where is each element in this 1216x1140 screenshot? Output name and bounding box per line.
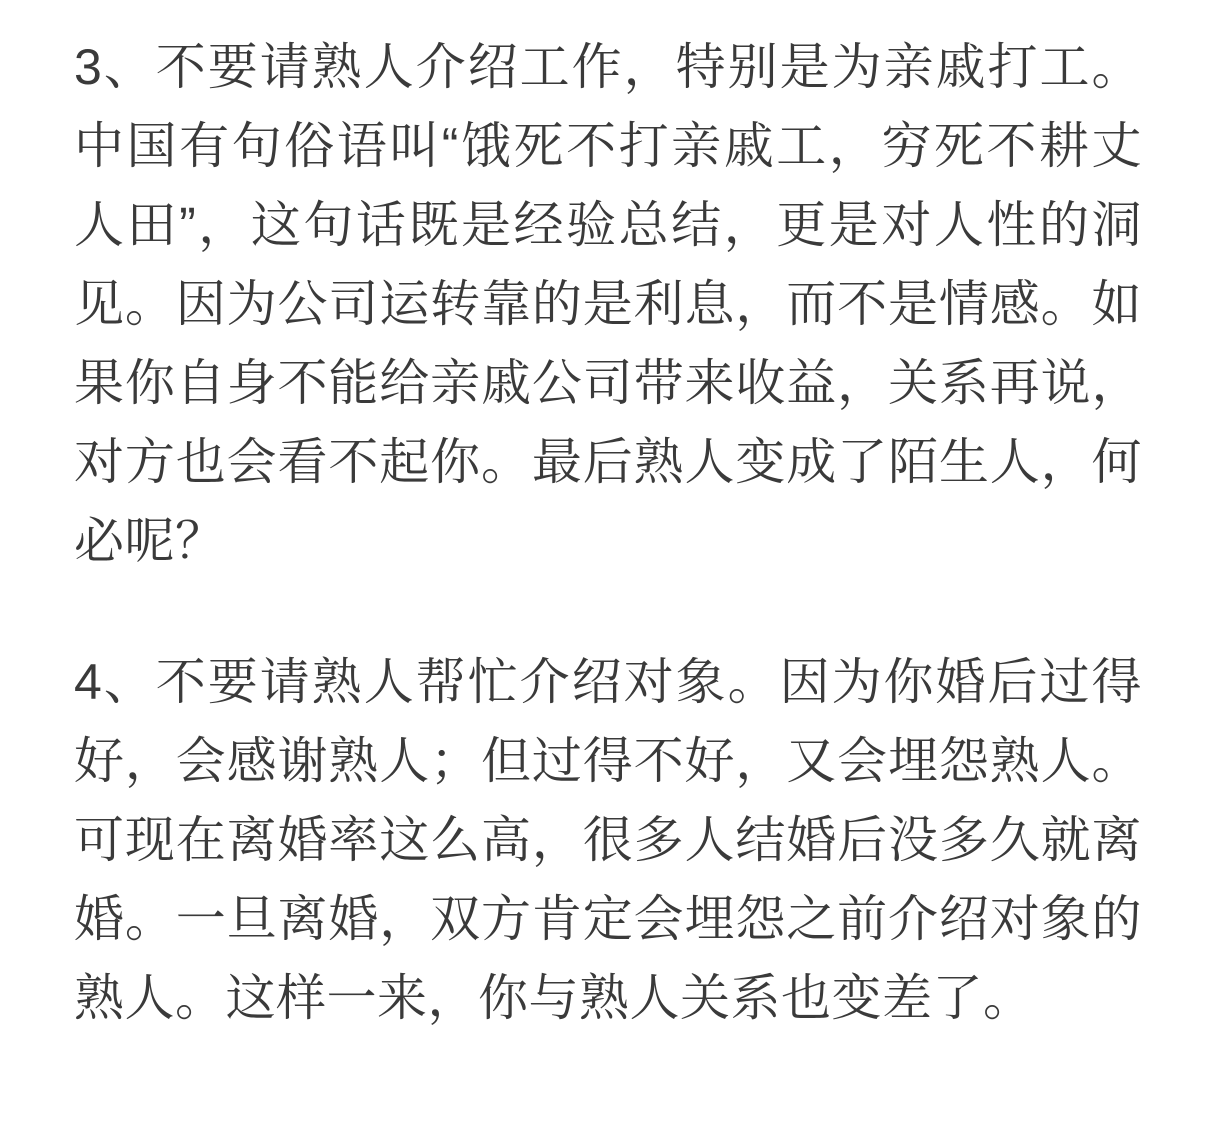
paragraph-item-3: 3、不要请熟人介绍工作，特别是为亲戚打工。中国有句俗语叫“饿死不打亲戚工，穷死不耕丈人田”，这句话既是经验总结，更是对人性的洞见。因为公司运转靠的是利息，而不是情感。如果你自身不能给亲戚公司带来收益，关系再说，对方也会看不起你。最后熟人变成了陌生人，何必呢？ (74, 39, 1142, 569)
paragraph-item-4: 4、不要请熟人帮忙介绍对象。因为你婚后过得好，会感谢熟人；但过得不好，又会埋怨熟人。可现在离婚率这么高，很多人结婚后没多久就离婚。一旦离婚，双方肯定会埋怨之前介绍对象的熟人。这样一来，你与熟人关系也变差了。 (74, 654, 1142, 1026)
